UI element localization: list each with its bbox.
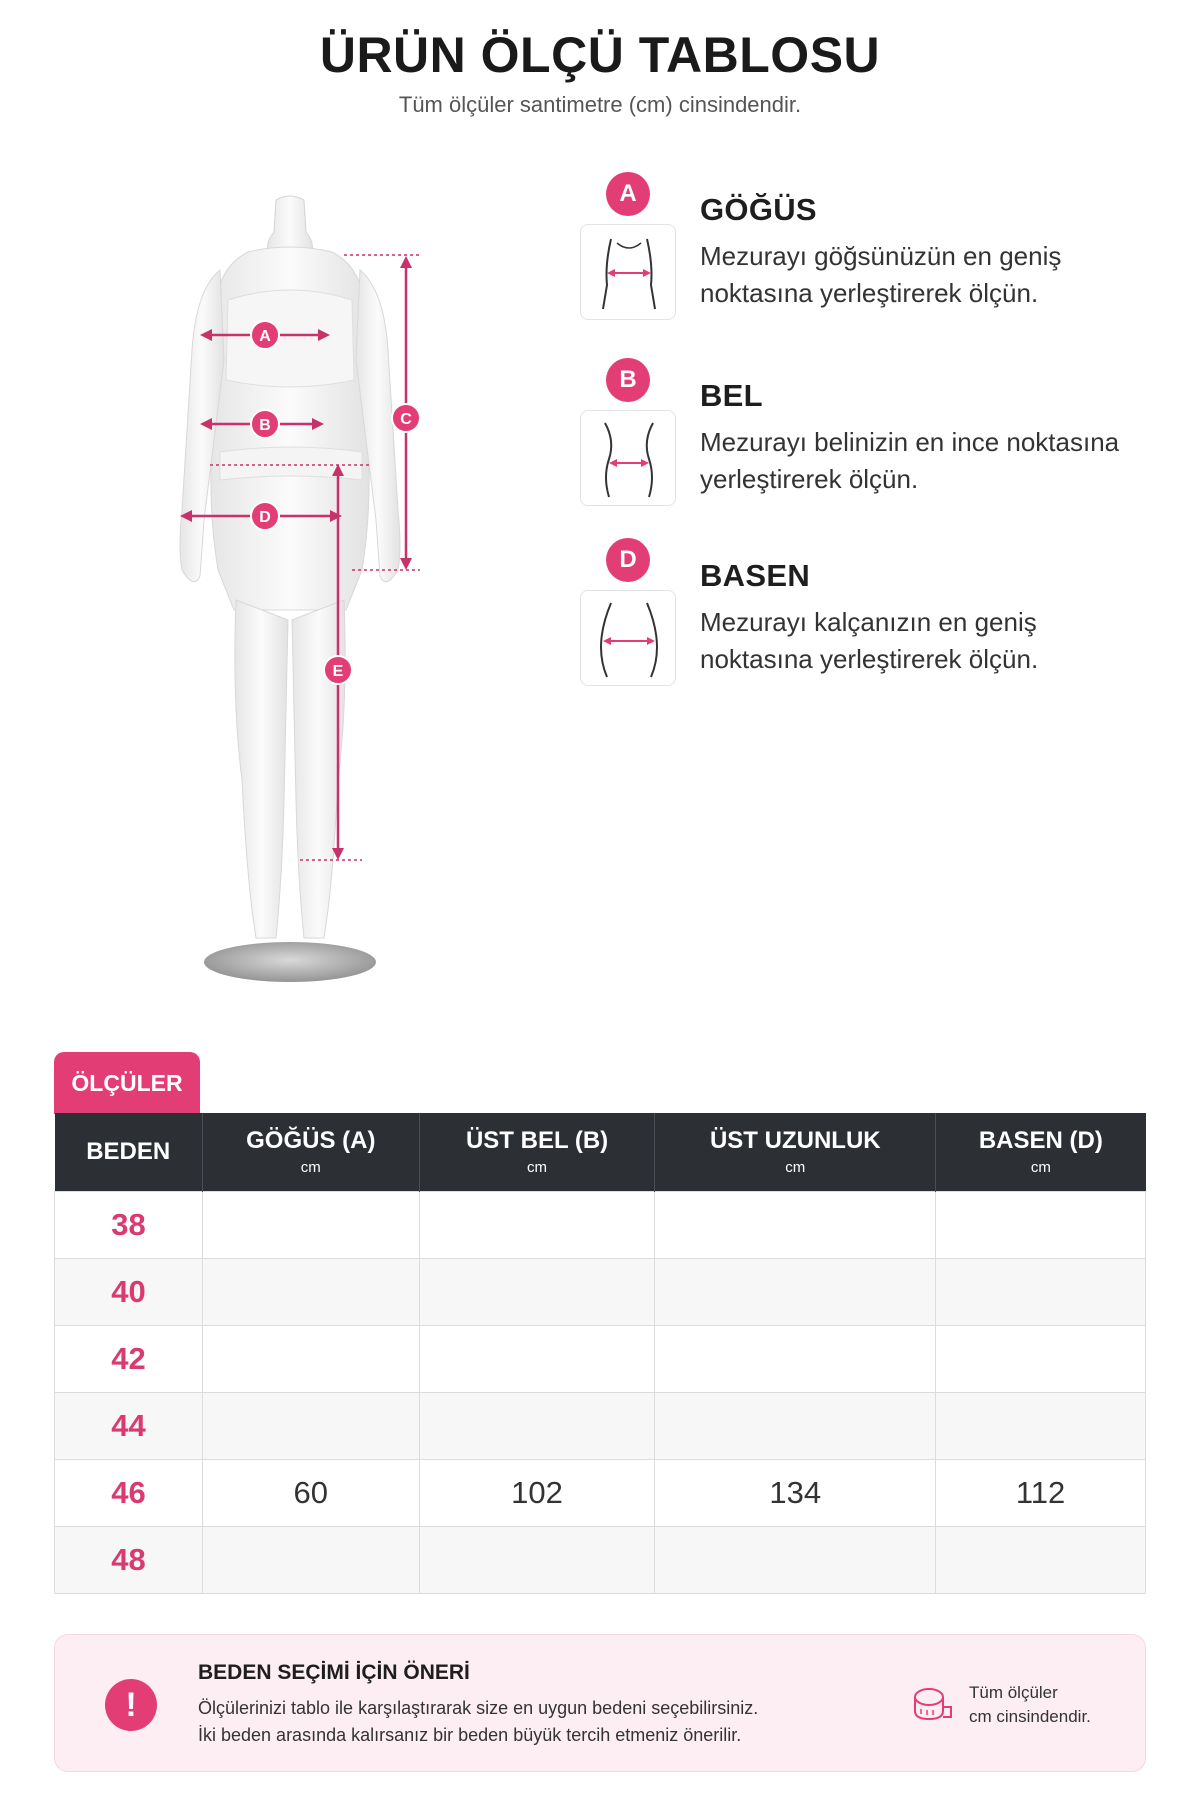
svg-text:C: C xyxy=(400,411,412,428)
legend-desc-line: Mezurayı belinizin en ince noktasına xyxy=(700,427,1120,457)
mannequin-illustration xyxy=(100,180,520,1000)
length-cell xyxy=(655,1191,936,1258)
legend-waist xyxy=(578,358,1178,528)
marker-c xyxy=(392,404,420,432)
column-header-hip: BASEN (D) cm xyxy=(936,1113,1146,1191)
hip-cell xyxy=(936,1526,1146,1593)
chest-cell: 60 xyxy=(202,1459,419,1526)
waist-cell xyxy=(419,1325,655,1392)
chest-cell xyxy=(202,1325,419,1392)
legend-desc-line: noktasına yerleştirerek ölçün. xyxy=(700,644,1039,674)
chest-cell xyxy=(202,1258,419,1325)
length-cell xyxy=(655,1392,936,1459)
size-cell: 38 xyxy=(55,1191,203,1258)
svg-text:D: D xyxy=(259,509,271,526)
size-cell: 46 xyxy=(55,1459,203,1526)
legend-desc-waist xyxy=(700,424,1170,498)
size-cell: 48 xyxy=(55,1526,203,1593)
legend-desc-line: noktasına yerleştirerek ölçün. xyxy=(700,278,1039,308)
badge-d: D xyxy=(606,538,650,582)
hip-cell xyxy=(936,1392,1146,1459)
legend-desc-line: Mezurayı göğsünüzün en geniş xyxy=(700,241,1062,271)
table-row xyxy=(55,1325,1146,1392)
waist-cell xyxy=(419,1258,655,1325)
waist-cell xyxy=(419,1191,655,1258)
table-row xyxy=(55,1191,1146,1258)
hip-cell xyxy=(936,1325,1146,1392)
unit-note-line: Tüm ölçüler xyxy=(969,1683,1058,1702)
legend-hip xyxy=(578,538,1178,708)
length-cell xyxy=(655,1258,936,1325)
column-header-length: ÜST UZUNLUK cm xyxy=(655,1113,936,1191)
chest-cell xyxy=(202,1526,419,1593)
unit-note-line: cm cinsindendir. xyxy=(969,1707,1091,1726)
legend-chest xyxy=(578,172,1178,342)
table-header-row xyxy=(55,1113,1146,1191)
recommendation-title: BEDEN SEÇİMİ İÇİN ÖNERİ xyxy=(198,1661,470,1684)
length-cell xyxy=(655,1526,936,1593)
hip-outline-icon xyxy=(581,591,677,687)
legend-desc-chest xyxy=(700,238,1170,312)
svg-text:A: A xyxy=(259,328,271,345)
size-cell: 42 xyxy=(55,1325,203,1392)
table-tab-label: ÖLÇÜLER xyxy=(54,1052,200,1114)
page-title: ÜRÜN ÖLÇÜ TABLOSU xyxy=(319,27,881,83)
mannequin-figure xyxy=(100,180,520,1000)
legend-desc-hip xyxy=(700,604,1170,678)
recommendation-text: İki beden arasında kalırsanız bir beden büyük tercih etmeniz önerilir. xyxy=(198,1725,742,1745)
hip-cell xyxy=(936,1258,1146,1325)
chest-cell xyxy=(202,1191,419,1258)
size-table xyxy=(54,1113,1146,1594)
chest-cell xyxy=(202,1392,419,1459)
badge-b: B xyxy=(606,358,650,402)
measuring-tape-icon xyxy=(911,1683,953,1725)
column-header-size: BEDEN xyxy=(55,1113,203,1191)
chest-outline-icon xyxy=(581,225,677,321)
marker-a xyxy=(251,321,279,349)
waist-cell xyxy=(419,1526,655,1593)
svg-text:B: B xyxy=(259,417,271,434)
unit-note xyxy=(969,1681,1091,1729)
recommendation-box xyxy=(54,1634,1146,1772)
waist-outline-icon xyxy=(581,411,677,507)
legend-title-chest: GÖĞÜS xyxy=(700,192,817,227)
size-cell: 40 xyxy=(55,1258,203,1325)
length-cell: 134 xyxy=(655,1459,936,1526)
table-row xyxy=(55,1392,1146,1459)
svg-text:E: E xyxy=(332,663,344,680)
chest-thumbnail xyxy=(580,224,676,320)
marker-e xyxy=(324,656,352,684)
page-subtitle: Tüm ölçüler santimetre (cm) cinsindendir. xyxy=(398,92,802,117)
warning-icon: ! xyxy=(105,1679,157,1731)
table-row xyxy=(55,1258,1146,1325)
column-header-waist: ÜST BEL (B) cm xyxy=(419,1113,655,1191)
hip-cell: 112 xyxy=(936,1459,1146,1526)
column-header-chest: GÖĞÜS (A) cm xyxy=(202,1113,419,1191)
legend-desc-line: Mezurayı kalçanızın en geniş xyxy=(700,607,1037,637)
marker-d xyxy=(251,502,279,530)
size-cell: 44 xyxy=(55,1392,203,1459)
table-row xyxy=(55,1459,1146,1526)
recommendation-text: Ölçülerinizi tablo ile karşılaştırarak size en uygun bedeni seçebilirsiniz. xyxy=(198,1698,759,1718)
marker-b xyxy=(251,410,279,438)
waist-cell: 102 xyxy=(419,1459,655,1526)
hip-thumbnail xyxy=(580,590,676,686)
waist-thumbnail xyxy=(580,410,676,506)
table-row xyxy=(55,1526,1146,1593)
legend-desc-line: yerleştirerek ölçün. xyxy=(700,464,919,494)
length-cell xyxy=(655,1325,936,1392)
legend-title-hip: BASEN xyxy=(700,558,811,593)
waist-cell xyxy=(419,1392,655,1459)
hip-cell xyxy=(936,1191,1146,1258)
legend-title-waist: BEL xyxy=(700,378,763,413)
badge-a: A xyxy=(606,172,650,216)
